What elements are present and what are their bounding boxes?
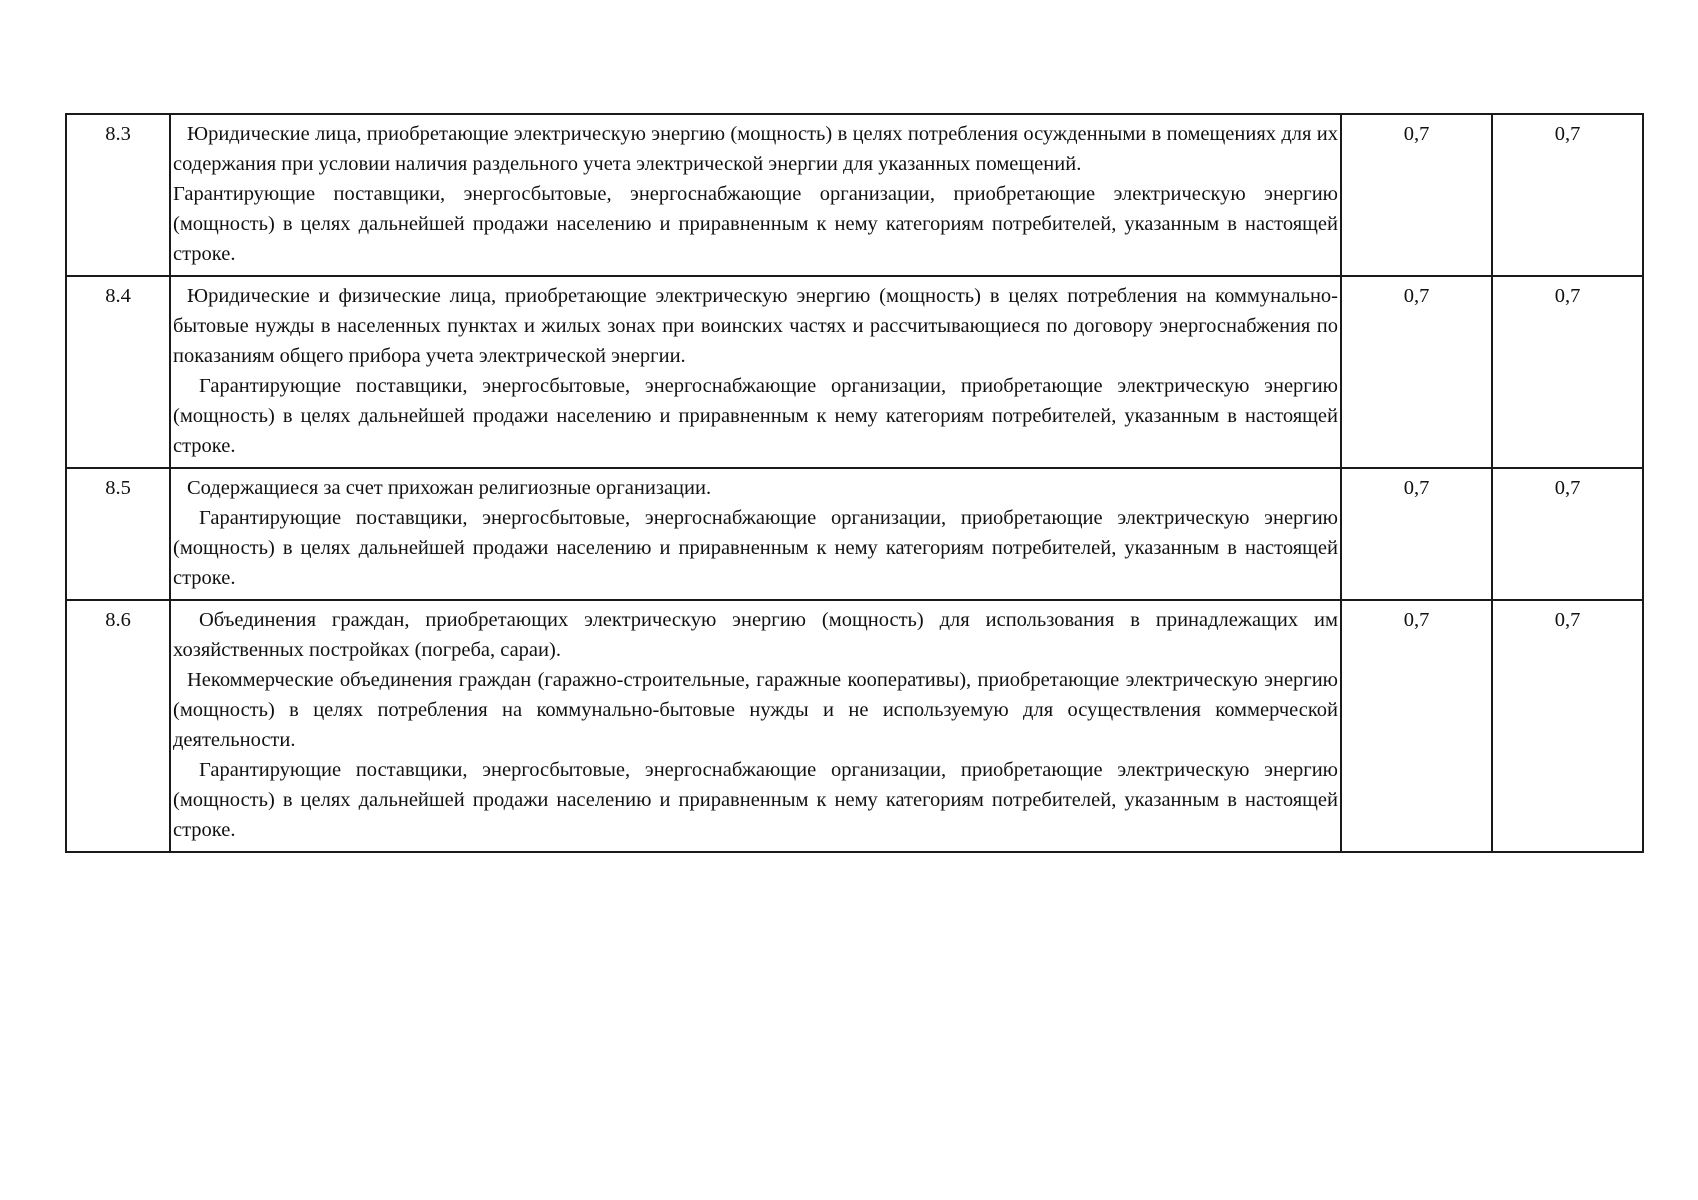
description-paragraph: Гарантирующие поставщики, энергосбытовые, энергоснабжающие организации, приобретающие электрическую энергию (мощность) в целях дальнейшей продажи населению и приравненным к нему категориям потребителей, указанным в настоящей строке. (173, 375, 1338, 457)
row-description (170, 276, 1341, 468)
row-description (170, 114, 1341, 276)
row-number: 8.3 (66, 114, 170, 276)
row-number: 8.4 (66, 276, 170, 468)
row-number: 8.5 (66, 468, 170, 600)
row-description (170, 468, 1341, 600)
description-paragraph: Объединения граждан, приобретающих электрическую энергию (мощность) для использования в принадлежащих им хозяйственных постройках (погреба, сараи). (173, 609, 1338, 661)
description-paragraph: Гарантирующие поставщики, энергосбытовые, энергоснабжающие организации, приобретающие электрическую энергию (мощность) в целях дальнейшей продажи населению и приравненным к нему категориям потребителей, указанным в настоящей строке. (173, 759, 1338, 841)
description-paragraph: Гарантирующие поставщики, энергосбытовые, энергоснабжающие организации, приобретающие электрическую энергию (мощность) в целях дальнейшей продажи населению и приравненным к нему категориям потребителей, указанным в настоящей строке. (173, 183, 1338, 265)
row-value-1: 0,7 (1341, 468, 1492, 600)
description-paragraph: Гарантирующие поставщики, энергосбытовые, энергоснабжающие организации, приобретающие электрическую энергию (мощность) в целях дальнейшей продажи населению и приравненным к нему категориям потребителей, указанным в настоящей строке. (173, 507, 1338, 589)
row-value-1: 0,7 (1341, 276, 1492, 468)
description-paragraph: Содержащиеся за счет прихожан религиозные организации. (187, 477, 712, 499)
table-row (66, 276, 1643, 468)
row-value-1: 0,7 (1341, 114, 1492, 276)
table-row (66, 600, 1643, 852)
row-value-2: 0,7 (1492, 276, 1643, 468)
tariff-table (65, 113, 1644, 853)
table-row (66, 114, 1643, 276)
row-number: 8.6 (66, 600, 170, 852)
description-paragraph: Юридические лица, приобретающие электрическую энергию (мощность) в целях потребления осужденными в помещениях для их содержания при условии наличия раздельного учета электрической энергии для указанных помещений. (173, 123, 1338, 175)
description-paragraph: Некоммерческие объединения граждан (гаражно-строительные, гаражные кооперативы), приобретающие электрическую энергию (мощность) в целях потребления на коммунально-бытовые нужды и не используемую для осуществления коммерческой деятельности. (173, 669, 1338, 751)
description-paragraph: Юридические и физические лица, приобретающие электрическую энергию (мощность) в целях потребления на коммунально-бытовые нужды в населенных пунктах и жилых зонах при воинских частях и рассчитывающиеся по договору энергоснабжения по показаниям общего прибора учета электрической энергии. (173, 285, 1338, 367)
row-value-2: 0,7 (1492, 468, 1643, 600)
row-description (170, 600, 1341, 852)
row-value-2: 0,7 (1492, 114, 1643, 276)
table-row (66, 468, 1643, 600)
row-value-1: 0,7 (1341, 600, 1492, 852)
row-value-2: 0,7 (1492, 600, 1643, 852)
